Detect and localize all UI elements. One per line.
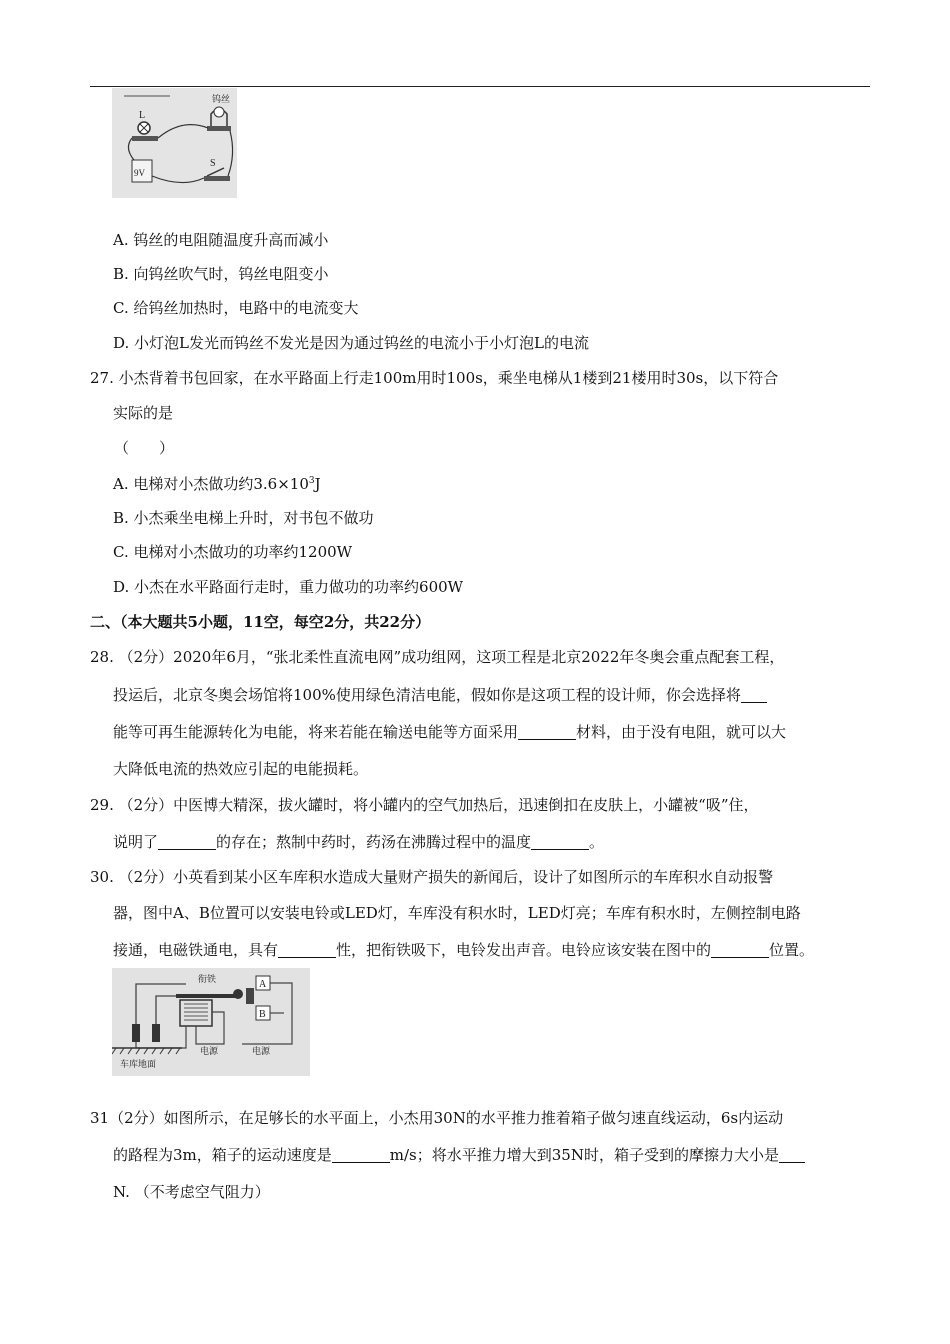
q28-line3-text-b: 材料，由于没有电阻，就可以大 bbox=[576, 723, 787, 741]
q30-line2: 器，图中A、B位置可以安装电铃或LED灯，车库没有积水时，LED灯亮；车库有积水时，左侧控制电路 bbox=[113, 904, 801, 922]
q31-line3: N. （不考虑空气阻力） bbox=[113, 1183, 270, 1201]
q29-blank-2[interactable] bbox=[531, 835, 589, 850]
left-electrode-icon bbox=[132, 1024, 140, 1042]
q31-line2-text-b: m/s；将水平推力增大到35N时，箱子受到的摩擦力大小是 bbox=[389, 1146, 779, 1164]
q26-option-c: C. 给钨丝加热时，电路中的电流变大 bbox=[113, 299, 359, 317]
q30-line3-text-a: 接通，电磁铁通电，具有 bbox=[113, 941, 279, 959]
q31-line2 bbox=[113, 1145, 805, 1165]
tungsten-circuit-diagram bbox=[112, 88, 237, 198]
q30-blank-1[interactable] bbox=[278, 943, 336, 958]
q29-blank-1[interactable] bbox=[158, 835, 216, 850]
q26-option-b: B. 向钨丝吹气时，钨丝电阻变小 bbox=[113, 265, 329, 283]
q27-option-a-text: A. 电梯对小杰做功约3.6×10 bbox=[113, 475, 309, 493]
q28-line3-text-a: 能等可再生能源转化为电能，将来若能在输送电能等方面采用 bbox=[113, 723, 519, 741]
tungsten-wire-icon bbox=[214, 107, 224, 117]
power-source-1-label: 电源 bbox=[200, 1046, 219, 1056]
q30-line1: 30. （2分）小英看到某小区车库积水造成大量财产损失的新闻后，设计了如图所示的车库积水自动报警 bbox=[90, 868, 774, 886]
q27-stem-line1: 27. 小杰背着书包回家，在水平路面上行走100m用时100s，乘坐电梯从1楼到21楼用时30s，以下符合 bbox=[90, 369, 779, 387]
position-a-label: A bbox=[259, 979, 267, 990]
right-electrode-icon bbox=[152, 1024, 160, 1042]
q28-blank-2[interactable] bbox=[518, 725, 576, 740]
armature-label: 衔铁 bbox=[198, 974, 217, 984]
q27-option-a bbox=[113, 474, 321, 494]
q27-option-d: D. 小杰在水平路面行走时，重力做功的功率约600W bbox=[113, 578, 464, 596]
top-rule bbox=[90, 86, 870, 87]
switch-label: S bbox=[210, 158, 216, 169]
q30-blank-2[interactable] bbox=[711, 943, 769, 958]
q28-line1: 28. （2分）2020年6月，“张北柔性直流电网”成功组网，这项工程是北京2022年冬奥会重点配套工程， bbox=[90, 648, 785, 666]
q29-line2-text-a: 说明了 bbox=[113, 833, 159, 851]
battery-label: 9V bbox=[134, 168, 145, 178]
position-b-label: B bbox=[259, 1009, 266, 1020]
q30-line3 bbox=[113, 940, 814, 960]
q29-line2 bbox=[113, 832, 604, 852]
q30-line3-text-c: 位置。 bbox=[769, 941, 815, 959]
q29-line2-text-b: 的存在；熬制中药时，药汤在沸腾过程中的温度 bbox=[216, 833, 532, 851]
q27-option-a-unit: J bbox=[314, 475, 321, 493]
q26-option-a: A. 钨丝的电阻随温度升高而减小 bbox=[113, 231, 329, 249]
tungsten-label: 钨丝 bbox=[212, 94, 231, 104]
power-source-2-label: 电源 bbox=[252, 1046, 271, 1056]
q31-blank-1[interactable] bbox=[332, 1148, 390, 1163]
q31-line2-text-a: 的路程为3m，箱子的运动速度是 bbox=[113, 1146, 332, 1164]
lamp-label: L bbox=[139, 110, 146, 121]
q27-option-a-exponent: 3 bbox=[308, 476, 315, 486]
q31-blank-2[interactable] bbox=[779, 1148, 805, 1163]
armature-icon bbox=[176, 994, 238, 998]
q28-line3 bbox=[113, 722, 786, 742]
garage-alarm-figure bbox=[112, 968, 310, 1076]
q28-line2-text: 投运后，北京冬奥会场馆将100%使用绿色清洁电能，假如你是这项工程的设计师，你会选择将 bbox=[113, 686, 741, 704]
garage-floor-label: 车库地面 bbox=[120, 1059, 157, 1069]
q28-line2 bbox=[113, 685, 767, 705]
q29-line2-text-c: 。 bbox=[589, 833, 605, 851]
section-2-heading: 二、（本大题共5小题，11空，每空2分，共22分） bbox=[90, 613, 431, 631]
q31-line1: 31（2分）如图所示，在足够长的水平面上，小杰用30N的水平推力推着箱子做匀速直线运动，6s内运动 bbox=[90, 1109, 784, 1127]
q27-option-c: C. 电梯对小杰做功的功率约1200W bbox=[113, 543, 353, 561]
tungsten-circuit-figure bbox=[112, 88, 237, 198]
q27-stem-line2: 实际的是 bbox=[113, 404, 174, 422]
q27-answer-paren: （ ） bbox=[114, 439, 175, 457]
garage-alarm-diagram bbox=[112, 968, 310, 1076]
q28-line4: 大降低电流的热效应引起的电能损耗。 bbox=[113, 760, 369, 778]
q27-option-b: B. 小杰乘坐电梯上升时，对书包不做功 bbox=[113, 509, 374, 527]
q28-blank-1[interactable] bbox=[741, 688, 767, 703]
q30-line3-text-b: 性，把衔铁吸下，电铃发出声音。电铃应该安装在图中的 bbox=[336, 941, 712, 959]
q26-option-d: D. 小灯泡L发光而钨丝不发光是因为通过钨丝的电流小于小灯泡L的电流 bbox=[113, 334, 589, 352]
q29-line1: 29. （2分）中医博大精深，拔火罐时，将小罐内的空气加热后，迅速倒扣在皮肤上，小罐被“吸”住， bbox=[90, 796, 759, 814]
